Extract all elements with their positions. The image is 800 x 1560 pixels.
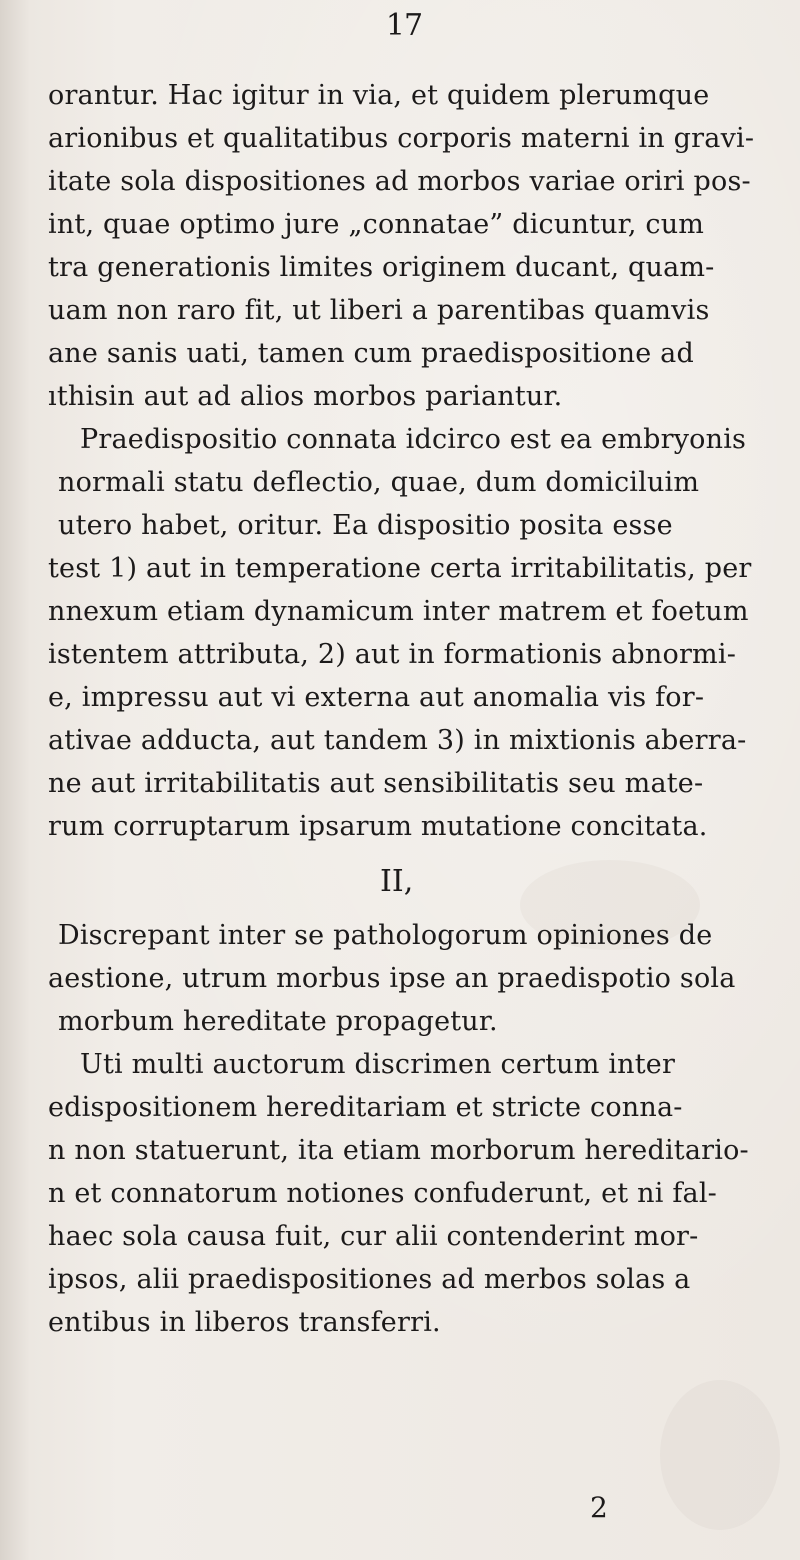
text-line: tra generationis limites originem ducant, quam-: [48, 252, 715, 283]
text-line: ıthisin aut ad alios morbos pariantur.: [48, 381, 563, 412]
text-line: nnexum etiam dynamicum inter matrem et foetum: [48, 596, 749, 627]
text-line: ipsos, alii praedispositiones ad merbos solas a: [48, 1264, 691, 1295]
text-line: test 1) aut in temperatione certa irritabilitatis, per: [48, 553, 752, 584]
text-line: aestione, utrum morbus ipse an praedispotio sola: [48, 963, 736, 994]
text-line: orantur. Hac igitur in via, et quidem plerumque: [48, 80, 710, 111]
text-line: rum corruptarum ipsarum mutatione concitata.: [48, 811, 708, 842]
paragraph-start: Praedispositio connata idcirco est ea embryonis: [80, 424, 747, 455]
text-line: edispositionem hereditariam et stricte conna-: [48, 1092, 683, 1123]
text-line: uam non raro fit, ut liberi a parentibas quamvis: [48, 295, 710, 326]
text-line: e, impressu aut vi externa aut anomalia vis for-: [48, 682, 705, 713]
text-line: istentem attributa, 2) aut in formationis abnormi-: [48, 639, 737, 670]
paragraph-start: Uti multi auctorum discrimen certum inter: [80, 1049, 676, 1080]
text-line: arionibus et qualitatibus corporis materni in gravi-: [48, 123, 755, 154]
signature-mark: 2: [590, 1491, 608, 1524]
text-line: n non statuerunt, ita etiam morborum hereditario-: [48, 1135, 749, 1166]
paper-stain: [660, 1380, 780, 1530]
text-line: haec sola causa fuit, cur alii contenderint mor-: [48, 1221, 699, 1252]
text-line: ane sanis uati, tamen cum praedispositione ad: [48, 338, 694, 369]
text-line: int, quae optimo jure „connatae” dicuntur, cum: [48, 209, 705, 240]
paragraph-start: Discrepant inter se pathologorum opiniones de: [58, 920, 713, 951]
text-line: itate sola dispositiones ad morbos variae oriri pos-: [48, 166, 751, 197]
text-line: utero habet, oritur. Ea dispositio posita esse: [58, 510, 673, 541]
section-heading: II,: [380, 864, 414, 899]
text-line: ativae adducta, aut tandem 3) in mixtionis aberra-: [48, 725, 747, 756]
text-line: n et connatorum notiones confuderunt, et ni fal-: [48, 1178, 717, 1209]
text-line: morbum hereditate propagetur.: [58, 1006, 498, 1037]
text-line: ne aut irritabilitatis aut sensibilitatis seu mate-: [48, 768, 704, 799]
text-line: normali statu deflectio, quae, dum domiciluim: [58, 467, 700, 498]
text-line: entibus in liberos transferri.: [48, 1307, 441, 1338]
page-number: 17: [385, 8, 423, 43]
